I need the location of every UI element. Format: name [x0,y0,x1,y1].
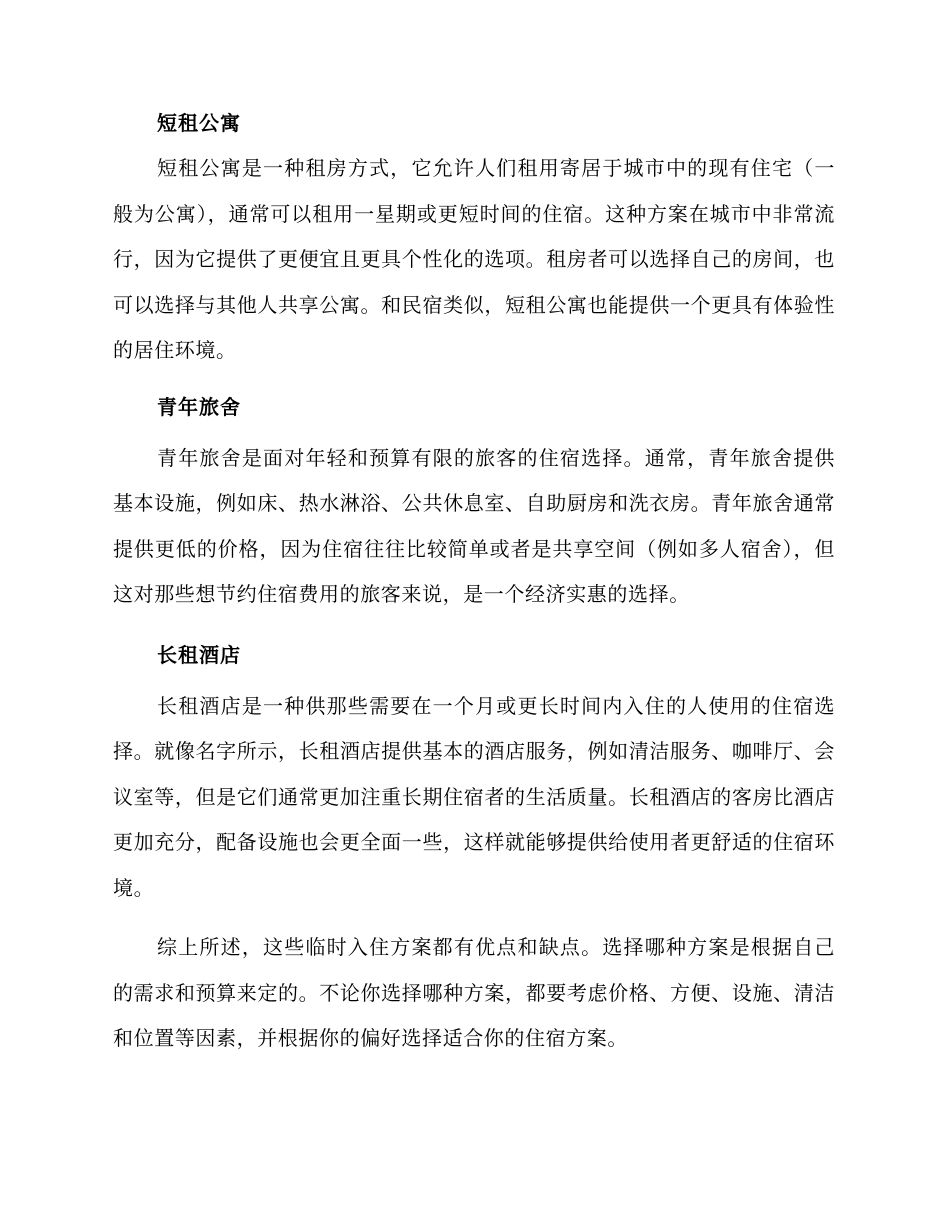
section-paragraph-long-stay-hotel: 长租酒店是一种供那些需要在一个月或更长时间内入住的人使用的住宿选择。就像名字所示，长租酒店提供基本的酒店服务，例如清洁服务、咖啡厅、会议室等，但是它们通常更加注重长期住宿者的生活质量。长租酒店的客房比酒店更加充分，配备设施也会更全面一些，这样就能够提供给使用者更舒适的住宿环境。 [113,693,835,900]
section-heading-long-stay-hotel: 长租酒店 [157,642,241,667]
conclusion-paragraph: 综上所述，这些临时入住方案都有优点和缺点。选择哪种方案是根据自己的需求和预算来定的。不论你选择哪种方案，都要考虑价格、方便、设施、清洁和位置等因素，并根据你的偏好选择适合你的住宿方案。 [113,935,835,1050]
document-body [113,108,835,1062]
section-heading-short-term-apartment: 短租公寓 [157,111,241,135]
section-paragraph-youth-hostel: 青年旅舍是面对年轻和预算有限的旅客的住宿选择。通常，青年旅舍提供基本设施，例如床、热水淋浴、公共休息室、自助厨房和洗衣房。青年旅舍通常提供更低的价格，因为住宿往往比较简单或者是共享空间（例如多人宿舍），但这对那些想节约住宿费用的旅客来说，是一个经济实惠的选择。 [113,445,835,606]
section-heading-youth-hostel: 青年旅舍 [157,394,241,419]
section-paragraph-short-term-apartment: 短租公寓是一种租房方式，它允许人们租用寄居于城市中的现有住宅（一般为公寓），通常可以租用一星期或更短时间的住宿。这种方案在城市中非常流行，因为它提供了更便宜且更具个性化的选项。租房者可以选择自己的房间，也可以选择与其他人共享公寓。和民宿类似，短租公寓也能提供一个更具有体验性的居住环境。 [113,156,835,362]
